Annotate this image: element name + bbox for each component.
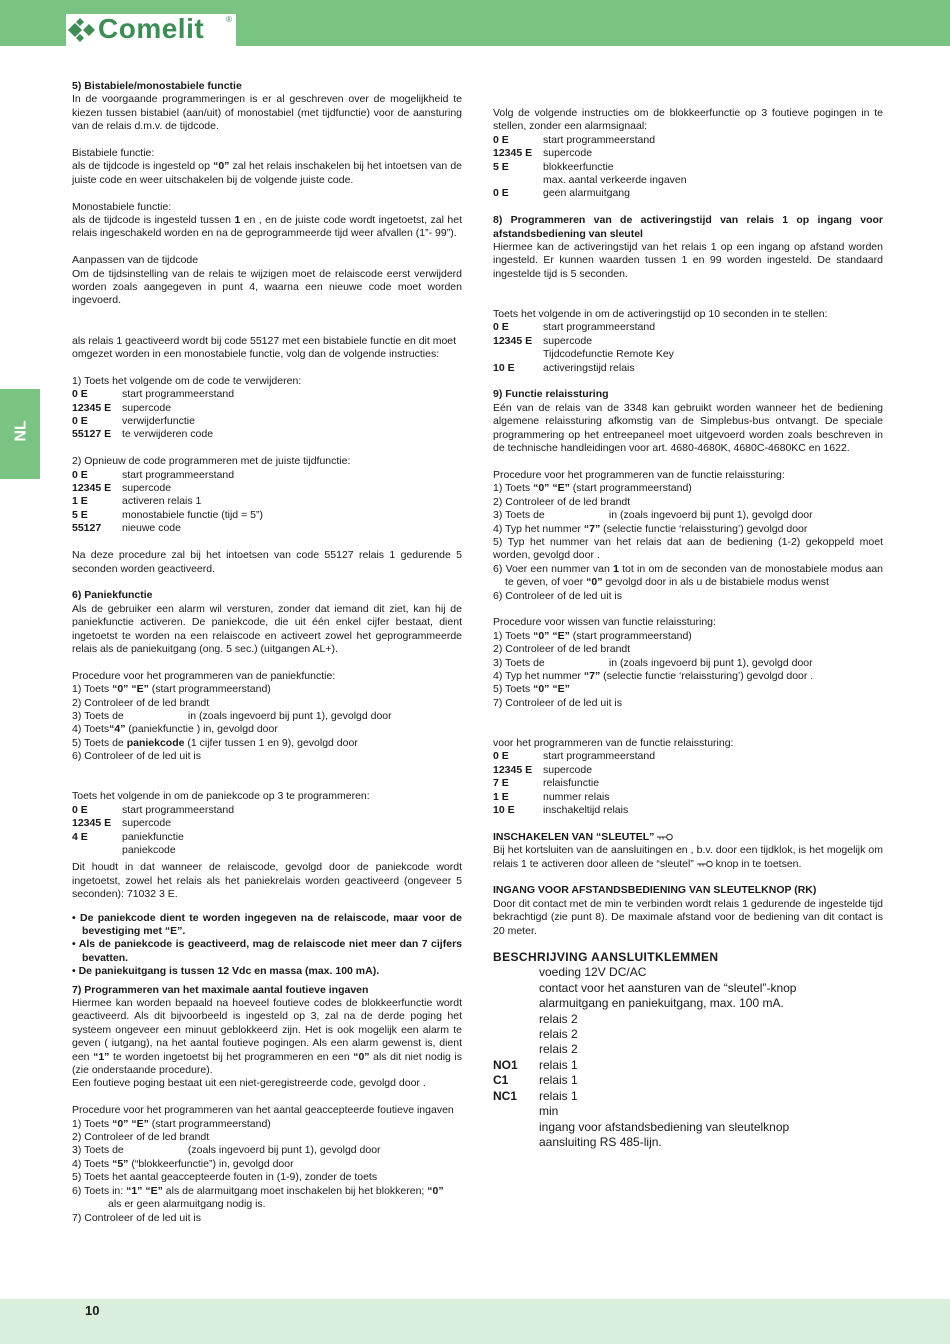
step: 2) Controleer of de led brandt (72, 696, 210, 709)
section-6-example: Toets het volgende in om de paniekcode op 3 te programmeren: (72, 790, 370, 803)
terminal-row: NC1 relais 1 (493, 1088, 578, 1103)
code-row: 0 E start programmeerstand (493, 133, 656, 146)
code-row: 55127 nieuwe code (72, 522, 181, 535)
code-row: 0 E start programmeerstand (72, 388, 235, 401)
code-row: 5 E monostabiele functie (tijd = 5”) (72, 508, 263, 521)
code-row: 10 E inschakeltijd relais (493, 804, 629, 816)
step: als er geen alarmuitgang nodig is. (108, 1198, 266, 1211)
adjust-text: Om de tijdsinstelling van de relais te wijzigen moet de relaiscode eerst verwijderd worden zoals aangegeven in punt 4, waarna een nieuwe code moet worden ingevoerd. (72, 267, 462, 307)
section-5-intro: In de voorgaande programmeringen is er al geschreven over de mogelijkheid te kiezen tussen bistabiel (aan/uit) of monostabiel (met tijdfunctie) voor de aansturing van de relais d.m.v. de tijdcode. (72, 93, 462, 133)
code-row: 55127 E te verwijderen code (72, 428, 214, 441)
rk-text: Door dit contact met de min te verbinden wordt relais 1 gedurende de ingestelde tijd bekrachtigd (zie punt 8). De maximale afstand voor de bediening van dit contact is 20 meter. (493, 897, 883, 937)
code-row: 12345 E supercode (493, 334, 593, 347)
step: 1) Toets “0” “E” (start programmeerstand) (493, 482, 692, 495)
step: 2) Controleer of de led brandt (493, 643, 631, 656)
section-7-note: Een foutieve poging bestaat uit een niet-geregistreerde code, gevolgd door . (72, 1077, 426, 1090)
section-6-after: Dit houdt in dat wanneer de relaiscode, gevolgd door de paniekcode wordt ingetoetst, zowel het relais als het paniekrelais worden geactiveerd (ongeveer 5 seconden): 71032 3 E. (72, 861, 462, 901)
block-intro: Volg de volgende instructies om de blokkeerfunctie op 3 foutieve pogingen in te stellen, zonder een alarmsignaal: (493, 107, 883, 133)
code-row: Tijdcodefunctie Remote Key (543, 348, 674, 361)
note: • De paniekuitgang is tussen 12 Vdc en massa (max. 100 mA). (72, 965, 380, 978)
terminal-row: relais 2 (539, 1042, 578, 1057)
note: • De paniekcode dient te worden ingegeven na de relaiscode, maar voor de bevestiging met “E”. (72, 911, 462, 937)
code-row: 12345 E supercode (72, 482, 172, 495)
code-row: 12345 E supercode (72, 401, 172, 414)
registered-mark: ® (226, 15, 232, 24)
step: 5) Toets de paniekcode (1 cijfer tussen 1 en 9), gevolgd door (72, 736, 358, 749)
adjust-title: Aanpassen van de tijdcode (72, 254, 199, 267)
terminal-row: alarmuitgang en paniekuitgang, max. 100 mA. (539, 996, 784, 1011)
terminal-row: relais 2 (539, 1027, 578, 1042)
section-9-procedure: Procedure voor het programmeren van de functie relaissturing: (493, 468, 785, 481)
monostable-text: als de tijdcode is ingesteld tussen 1 en , en de juiste code wordt ingetoetst, zal het relais ingeschakeld worden en na de geprogrammeerde tijd weer afvallen (1”- 99”). (72, 214, 462, 240)
code-row: 1 E nummer relais (493, 790, 610, 803)
language-label: NL (12, 420, 30, 442)
code-row: 12345 E supercode (72, 817, 172, 830)
code-row: 10 E activeringstijd relais (493, 361, 635, 374)
code-row: 0 E verwijderfunctie (72, 415, 195, 428)
step: 6) Controleer of de led uit is (493, 589, 622, 602)
step: 4) Typ het nummer “7” (selectie functie ‘relaissturing’) gevolgd door (493, 522, 808, 535)
terminal-row: min (539, 1104, 559, 1119)
step: 1) Toets “0” “E” (start programmeerstand) (72, 683, 271, 696)
after-procedure-text: Na deze procedure zal bij het intoetsen van code 55127 relais 1 gedurende 5 seconden worden geactiveerd. (72, 549, 462, 575)
step: 3) Toets de in (zoals ingevoerd bij punt 1), gevolgd door (493, 509, 813, 522)
key-title: INSCHAKELEN VAN “SLEUTEL” (493, 831, 883, 844)
step: 2) Controleer of de led brandt (72, 1131, 210, 1144)
key-text: Bij het kortsluiten van de aansluitingen en , b.v. door een tijdklok, is het mogelijk om relais 1 te activeren door alleen de “sleutel” knop in te toetsen. (493, 844, 883, 870)
step: 6) Controleer of de led uit is (72, 750, 201, 763)
code-row: 0 E geen alarmuitgang (493, 187, 630, 200)
terminal-row: C1 relais 1 (493, 1073, 578, 1088)
code-row: 0 E start programmeerstand (493, 321, 656, 334)
note: • Als de paniekcode is geactiveerd, mag de relaiscode niet meer dan 7 cijfers bevatten. (72, 938, 462, 964)
step: 3) Toets de in (zoals ingevoerd bij punt 1), gevolgd door (493, 656, 813, 669)
section-9-example: voor het programmeren van de functie relaissturing: (493, 736, 734, 749)
terminal-list (493, 950, 883, 1150)
terminal-row: contact voor het aansturen van de “sleutel”-knop (539, 980, 797, 995)
code-row: 1 E activeren relais 1 (72, 495, 202, 508)
section-6-title: 6) Paniekfunctie (72, 589, 153, 602)
section-6-procedure: Procedure voor het programmeren van de paniekfunctie: (72, 669, 336, 682)
bistable-text: als de tijdcode is ingesteld op “0” zal het relais inschakelen bij het intoetsen van de juiste code en weer uitschakelen bij de volgende juiste code. (72, 160, 462, 186)
step: 4) Toets“4” (paniekfunctie ) in, gevolgd door (72, 723, 278, 736)
right-column (493, 107, 883, 1150)
footer-bar (0, 1299, 950, 1344)
step: 1) Toets “0” “E” (start programmeerstand) (72, 1117, 271, 1130)
terminal-title: BESCHRIJVING AANSLUITKLEMMEN (493, 950, 719, 965)
code-row: 0 E start programmeerstand (493, 750, 656, 763)
section-8-text: Hiermee kan de activeringstijd van het relais 1 op een ingang op afstand worden ingesteld. Er kunnen waarden tussen 1 en 99 worden ingesteld. De standaard ingestelde tijd is 5 seconden. (493, 241, 883, 280)
key-icon (657, 833, 673, 841)
step: 7) Controleer of de led uit is (493, 696, 622, 709)
code-row: 5 E blokkeerfunctie (493, 160, 614, 173)
code-row: 0 E start programmeerstand (72, 803, 235, 816)
step: 6) Voer een nummer van 1 tot in om de seconden van de monostabiele modus aan te geven, of voer “0” gevolgd door in als u de bistabiele modus wenst (493, 562, 883, 589)
section-7-title: 7) Programmeren van het maximale aantal foutieve ingaven (72, 983, 369, 996)
example-text: als relais 1 geactiveerd wordt bij code 55127 met een bistabiele functie en dit moet omgezet worden in een monostabiele functie, volg dan de volgende instructies: (72, 334, 457, 361)
terminal-row: NO1 relais 1 (493, 1057, 578, 1072)
section-9-text: Eén van de relais van de 3348 kan gebruikt worden wanneer het de bediening algemene relaissturing afkomstig van de Simplebus-bus ontvangt. De speciale programmering op het entreepaneel moet uitgevoerd worden zoals beschreven in de technische handleidingen voor art. 4680-4680K, 4680C-4680KC en 1622. (493, 401, 883, 455)
terminal-row: relais 2 (539, 1011, 578, 1026)
section-9-title: 9) Functie relaissturing (493, 388, 609, 401)
page-number: 10 (85, 1303, 100, 1318)
terminal-row: voeding 12V DC/AC (539, 965, 647, 980)
step: 4) Toets “5” (“blokkeerfunctie”) in, gevolgd door (72, 1157, 294, 1170)
step: 5) Toets “0” “E” (493, 683, 570, 696)
comelit-mark-icon (68, 18, 96, 42)
section-7-text: Hiermee kan worden bepaald na hoeveel foutieve codes de blokkeerfunctie wordt geactiveerd. Als dit bijvoorbeeld is ingesteld op 3, zal na de derde poging het systeem ongeveer een minuut geblokkeerd zijn. Het is ook mogelijk een alarm te geven ( iutgang), na het aantal foutieve pogingen. Als een alarm gewenst is, dient een “1” te worden ingetoetst bij het programmeren en een “0” als dit niet nodig is (zie onderstaande procedure). (72, 997, 462, 1077)
step: 4) Typ het nummer “7” (selectie functie ‘relaissturing’) gevolgd door . (493, 669, 814, 682)
step: 7) Controleer of de led uit is (72, 1211, 201, 1224)
section-8-example: Toets het volgende in om de activeringstijd op 10 seconden in te stellen: (493, 308, 828, 321)
step: 3) Toets de (zoals ingevoerd bij punt 1), gevolgd door (72, 1144, 381, 1157)
code-row: paniekcode (122, 843, 176, 856)
step: 1) Toets “0” “E” (start programmeerstand) (493, 629, 692, 642)
step: 3) Toets de in (zoals ingevoerd bij punt 1), gevolgd door (72, 709, 392, 722)
terminal-row: aansluiting RS 485-lijn. (539, 1134, 662, 1149)
code-row: max. aantal verkeerde ingaven (543, 174, 687, 187)
bistable-title: Bistabiele functie: (72, 147, 155, 160)
code-row: 12345 E supercode (493, 147, 593, 160)
notes-list (72, 912, 462, 979)
key-icon (697, 860, 713, 868)
code-row: 4 E paniekfunctie (72, 830, 184, 843)
terminal-row: ingang voor afstandsbediening van sleutelknop (539, 1119, 790, 1134)
step2-title: 2) Opnieuw de code programmeren met de juiste tijdfunctie: (72, 455, 351, 468)
step1-title: 1) Toets het volgende om de code te verwijderen: (72, 374, 302, 387)
section-9-delete-title: Procedure voor wissen van functie relaissturing: (493, 616, 716, 629)
section-6-text: Als de gebruiker een alarm wil versturen, zonder dat iemand dit ziet, kan hij de paniekfunctie activeren. De paniekcode, die uit één enkel cijfer bestaat, dient ingetoetst te worden na een relaiscode en activeert zowel het geprogrammeerde relais als de paniekuitgang (ong. 5 sec.) (uitgangen AL+). (72, 602, 462, 655)
step: 6) Toets in: “1” “E” als de alarmuitgang moet inschakelen bij het blokkeren; “0” (72, 1184, 444, 1197)
section-5-title: 5) Bistabiele/monostabiele functie (72, 80, 242, 92)
monostable-title: Monostabiele functie: (72, 200, 172, 213)
code-row: 12345 E supercode (493, 763, 593, 776)
brand-logo (66, 14, 236, 46)
brand-name: Comelit (98, 13, 205, 44)
rk-title: INGANG VOOR AFSTANDSBEDIENING VAN SLEUTELKNOP (RK) (493, 884, 817, 897)
step: 2) Controleer of de led brandt (493, 495, 631, 508)
section-8-title: 8) Programmeren van de activeringstijd van relais 1 op ingang voor afstandsbediening van sleutel (493, 214, 883, 240)
left-column (72, 80, 462, 1225)
code-row: 7 E relaisfunctie (493, 777, 600, 790)
step: 5) Toets het aantal geaccepteerde fouten in (1-9), zonder de toets (72, 1171, 378, 1184)
section-7-procedure: Procedure voor het programmeren van het aantal geaccepteerde foutieve ingaven (72, 1104, 454, 1117)
code-row: 0 E start programmeerstand (72, 468, 235, 481)
language-tab (0, 389, 40, 479)
step: 5) Typ het nummer van het relais dat aan de bediening (1-2) gekoppeld moet worden, gevolgd door . (493, 535, 883, 562)
